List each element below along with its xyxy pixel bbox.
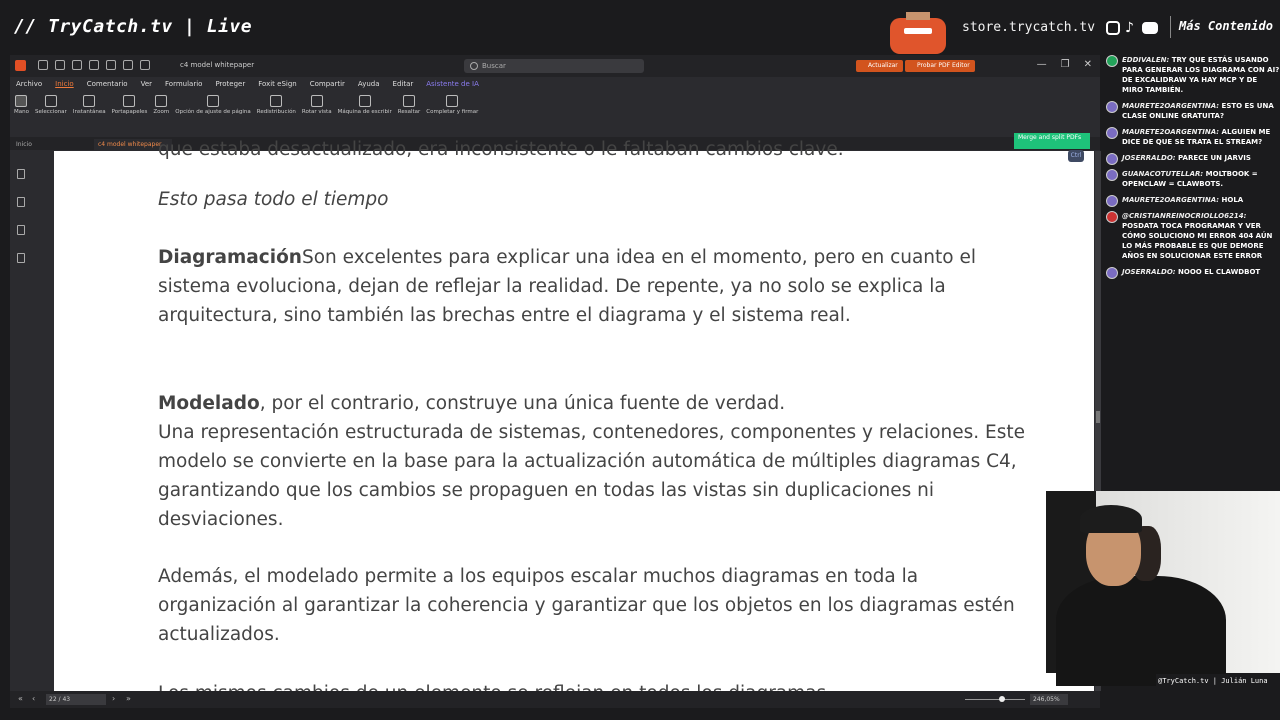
ribbon-label: Seleccionar: [34, 109, 67, 115]
instagram-icon: [1106, 21, 1120, 35]
document-title: c4 model whitepaper: [180, 61, 255, 69]
ribbon-label: Completar y firmar: [426, 109, 479, 115]
chat-message: [1104, 153, 1280, 163]
ribbon-label: Máquina de escribir: [337, 109, 392, 115]
app-logo-icon[interactable]: [15, 60, 26, 71]
prev-page-icon[interactable]: ‹: [32, 694, 36, 703]
zoom-slider[interactable]: [965, 699, 1025, 700]
close-icon[interactable]: ✕: [1083, 59, 1092, 70]
ribbon-label: Zoom: [153, 109, 170, 115]
next-page-icon[interactable]: ›: [112, 694, 116, 703]
typewriter-button[interactable]: [338, 91, 392, 131]
menu-foxit-esign[interactable]: Foxit eSign: [258, 80, 297, 88]
fill-sign-button[interactable]: [426, 91, 478, 131]
menu-inicio[interactable]: Inicio: [55, 80, 74, 88]
text-modelado: , por el contrario, construye una única fuente de verdad.: [259, 393, 786, 414]
chat-text: NOOO EL CLAWDBOT: [1178, 268, 1261, 276]
tiktok-icon: ♪: [1125, 20, 1134, 36]
cursor-icon: [45, 95, 57, 107]
webcam-person-cap: [1080, 505, 1142, 533]
chat-message: [1104, 267, 1280, 277]
paragraph-ademas: Además, el modelado permite a los equipos escalar muchos diagramas en toda la organización al garantizar la coherencia y garantizar que los objetos en los diagramas estén actualizados.: [158, 566, 1015, 645]
chat-message: [1104, 195, 1280, 205]
chat-text: ESTO ES UNA CLASE ONLINE GRATUITA?: [1122, 102, 1274, 120]
title-bar: [10, 55, 1100, 77]
chat-message: [1104, 127, 1280, 147]
chat-message: [1104, 101, 1280, 121]
first-page-icon[interactable]: «: [18, 694, 23, 703]
text-modelado-2: Una representación estructurada de sistemas, contenedores, componentes y relaciones. Este modelo se convierte en la base para la actualización automática de múltiples diagramas C4, garantizando que los cambios se propaguen en todas las vistas sin duplicaciones ni desviaciones.: [158, 422, 1025, 530]
menu-bar: [10, 77, 1100, 91]
layout-icon[interactable]: [89, 60, 99, 70]
ribbon-toolbar: [10, 91, 1100, 131]
camera-icon: [83, 95, 95, 107]
chat-message: [1104, 169, 1280, 189]
highlight-button[interactable]: [398, 91, 421, 131]
stream-brand: // TryCatch.tv | Live: [14, 16, 253, 37]
zoom-button[interactable]: [153, 91, 169, 131]
clipboard-icon: [123, 95, 135, 107]
menu-archivo[interactable]: Archivo: [16, 80, 43, 88]
print-icon[interactable]: [72, 60, 82, 70]
menu-ver[interactable]: Ver: [140, 80, 153, 88]
zoom-slider-handle[interactable]: [999, 696, 1005, 702]
page-number-input[interactable]: 22 / 43: [46, 694, 106, 705]
left-side-panel: [10, 151, 44, 691]
typewriter-icon: [359, 95, 371, 107]
redo-icon[interactable]: [123, 60, 133, 70]
reflow-button[interactable]: [257, 91, 296, 131]
search-input[interactable]: Buscar: [464, 59, 644, 73]
ribbon-label: Redistribución: [256, 109, 296, 115]
mascot-image: [884, 12, 952, 54]
bookmark-icon[interactable]: [17, 169, 25, 179]
avatar: [1106, 211, 1118, 223]
heading-modelado: Modelado: [158, 393, 260, 414]
heading-diagramacion: Diagramación: [158, 247, 302, 268]
stream-header: [0, 0, 1280, 54]
status-bar: [10, 691, 1100, 708]
text-diagramacion: Son excelentes para explicar una idea en el momento, pero en cuanto el sistema evoluciona, dejan de reflejar la realidad. De repente, ya no solo se explica la arquitectura, sino también las brechas entre el diagrama y el sistema real.: [158, 247, 976, 326]
chat-text: POSDATA TOCA PROGRAMAR Y VER CÓMO SOLUCIONO MI ERROR 404 AÚN LO MÁS PROBABLE ES QUE DEMORE AÑOS EN SOLUCIONAR ESTE ERROR: [1122, 222, 1273, 260]
streamer-credit: @TryCatch.tv | Julián Luna: [1156, 674, 1280, 688]
avatar: [1106, 169, 1118, 181]
undo-icon[interactable]: [106, 60, 116, 70]
hand-icon: [15, 95, 27, 107]
chat-text: ALGUIEN ME DICE DE QUE SE TRATA EL STREAM?: [1122, 128, 1271, 146]
save-icon[interactable]: [55, 60, 65, 70]
social-icons: [1106, 21, 1158, 35]
italic-line: Esto pasa todo el tiempo: [158, 189, 389, 210]
ribbon-label: Instantánea: [72, 109, 106, 115]
chat-user: MAURETE2OARGENTINA:: [1122, 128, 1220, 136]
tab-c4-whitepaper[interactable]: c4 model whitepaper: [94, 139, 172, 150]
ribbon-label: Mano: [14, 109, 29, 115]
chat-text: TRY QUE ESTÁS USANDO PARA GENERAR LOS DIAGRAMA CON AI? DE EXCALIDRAW YA HAY MCP Y DE MIRO TAMBIÉN.: [1122, 56, 1280, 94]
chat-user: @CRISTIANREINOCRIOLLO6214:: [1122, 212, 1247, 220]
rotate-view-button[interactable]: [302, 91, 332, 131]
more-content-label: Más Contenido: [1179, 19, 1273, 33]
chat-user: MAURETE2OARGENTINA:: [1122, 102, 1220, 110]
reflow-icon: [270, 95, 282, 107]
rotate-icon: [311, 95, 323, 107]
paragraph-diagramacion: [158, 243, 1038, 330]
webcam-feed: [1046, 491, 1280, 673]
merge-split-banner[interactable]: Merge and split PDFs: [1014, 133, 1090, 149]
open-icon[interactable]: [38, 60, 48, 70]
menu-editar[interactable]: Editar: [392, 80, 414, 88]
hand-icon[interactable]: [140, 60, 150, 70]
update-button[interactable]: Actualizar: [856, 60, 903, 72]
ribbon-label: Resaltar: [397, 109, 421, 115]
chat-user: JOSERRALDO:: [1122, 268, 1176, 276]
menu-comentario[interactable]: Comentario: [86, 80, 128, 88]
chat-message: [1104, 211, 1280, 261]
chat-panel: [1104, 55, 1280, 315]
chat-text: PARECE UN JARVIS: [1178, 154, 1251, 162]
paragraph-cut: que estaba desactualizado, era inconsistente o le faltaban cambios clave.: [158, 139, 844, 160]
tab-inicio[interactable]: Inicio: [16, 141, 32, 148]
chat-user: JOSERRALDO:: [1122, 154, 1176, 162]
chat-text: MOLTBOOK = OPENCLAW = CLAWBOTS.: [1122, 170, 1258, 188]
pen-icon: [446, 95, 458, 107]
chat-message: [1104, 55, 1280, 95]
avatar: [1106, 127, 1118, 139]
page-fit-button[interactable]: [175, 91, 251, 131]
snapshot-button[interactable]: [73, 91, 106, 131]
avatar: [1106, 153, 1118, 165]
scroll-thumb[interactable]: [1096, 411, 1100, 423]
webcam-person-body: [1056, 576, 1226, 686]
last-page-icon[interactable]: »: [126, 694, 131, 703]
chat-user: GUANACOTUTELLAR:: [1122, 170, 1204, 178]
page-fit-icon: [207, 95, 219, 107]
pdf-app-window: [10, 55, 1100, 708]
menu-formulario[interactable]: Formulario: [165, 80, 203, 88]
comments-icon[interactable]: [17, 225, 25, 235]
restore-icon[interactable]: ❐: [1060, 59, 1070, 70]
paragraph-modelado: [158, 389, 1038, 534]
zoom-icon: [155, 95, 167, 107]
quick-access-toolbar: [38, 60, 150, 70]
ctrl-badge: Ctrl: [1068, 150, 1084, 162]
hand-tool-button[interactable]: [14, 91, 29, 131]
avatar: [1106, 195, 1118, 207]
attachment-icon[interactable]: [17, 253, 25, 263]
store-url: store.trycatch.tv: [962, 20, 1096, 35]
chat-text: HOLA: [1221, 196, 1244, 204]
ribbon-label: Opción de ajuste de página: [175, 109, 251, 115]
minimize-icon[interactable]: —: [1036, 59, 1047, 70]
menu-ai-assistant[interactable]: Asistente de IA: [426, 80, 479, 88]
ribbon-label: Portapapeles: [111, 109, 148, 115]
chat-user: EDDIVALEN:: [1122, 56, 1170, 64]
avatar: [1106, 267, 1118, 279]
avatar: [1106, 101, 1118, 113]
zoom-level[interactable]: 246,05%: [1030, 694, 1068, 705]
ribbon-label: Rotar vista: [301, 109, 332, 115]
youtube-icon: [1142, 22, 1158, 34]
try-editor-button[interactable]: Probar PDF Editor: [905, 60, 975, 72]
menu-ayuda[interactable]: Ayuda: [357, 80, 380, 88]
chat-user: MAURETE2OARGENTINA:: [1122, 196, 1220, 204]
highlighter-icon: [403, 95, 415, 107]
avatar: [1106, 55, 1118, 67]
menu-proteger[interactable]: Proteger: [215, 80, 246, 88]
window-controls: [1037, 59, 1092, 70]
select-tool-button[interactable]: [35, 91, 67, 131]
divider: [1170, 16, 1171, 38]
pages-icon[interactable]: [17, 197, 25, 207]
clipboard-button[interactable]: [112, 91, 148, 131]
menu-compartir[interactable]: Compartir: [309, 80, 345, 88]
